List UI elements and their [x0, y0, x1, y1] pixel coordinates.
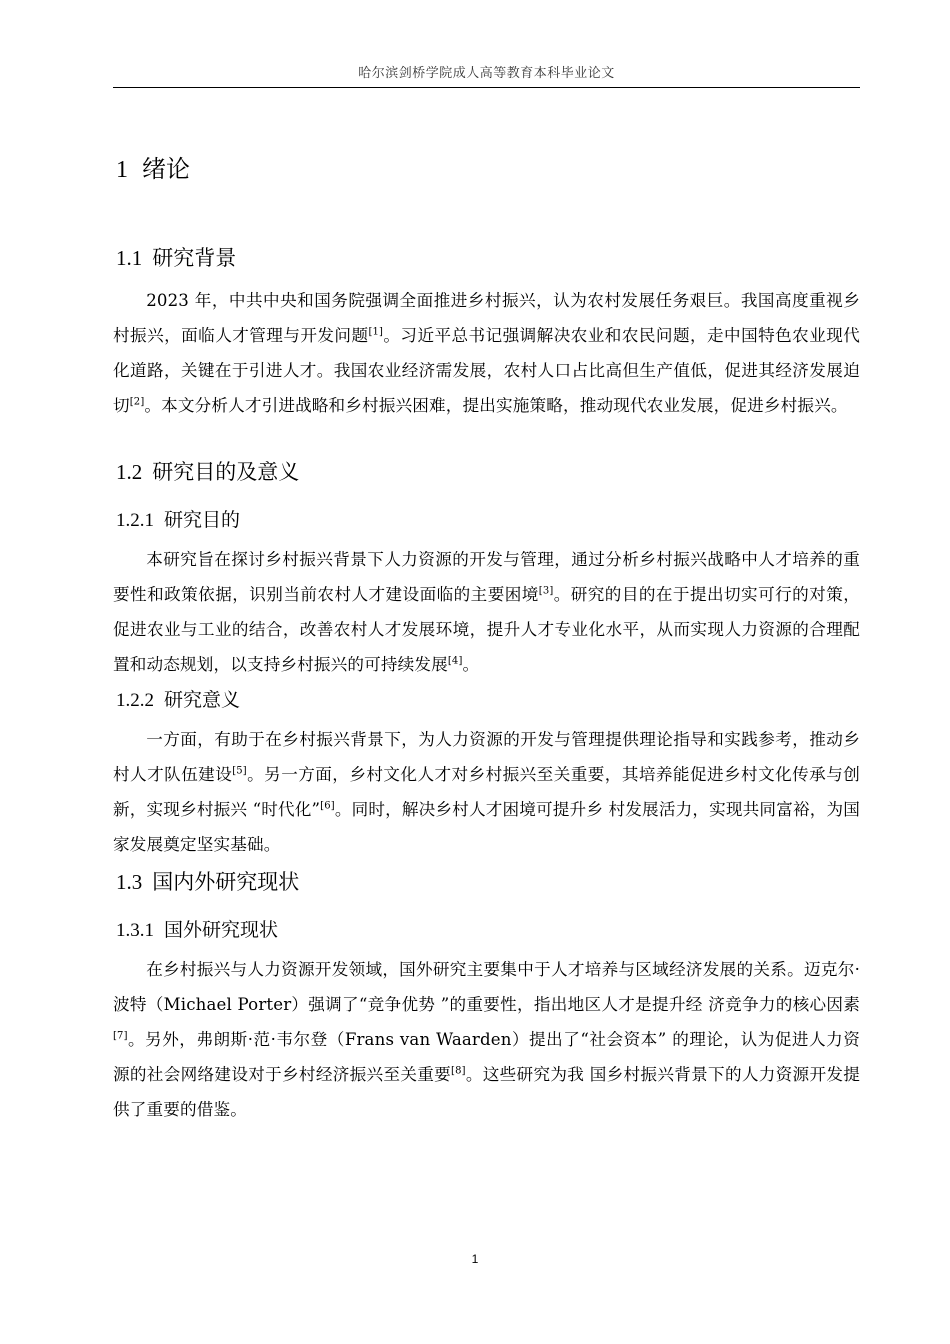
section-1-3-heading	[116, 866, 299, 896]
chapter-number: 1	[116, 157, 128, 183]
section-number: 1.2	[116, 460, 143, 484]
citation: [5]	[232, 765, 247, 777]
citation: [8]	[451, 1065, 466, 1077]
chapter-heading	[116, 149, 190, 184]
citation: [3]	[538, 585, 554, 597]
text-run: 。另一方面，乡村文化人才对乡村振兴至关重要，其培养能促进乡村文化传承与创新，实现乡村振兴 “时代化”	[113, 765, 860, 819]
section-1-1-heading	[116, 242, 236, 272]
citation: [1]	[368, 326, 384, 338]
section-1-1-paragraph	[113, 283, 860, 423]
section-1-2-2-heading	[116, 685, 240, 712]
section-title: 研究意义	[164, 689, 241, 711]
text-run: 。习近平总书记强调解决农业和农民问题，走中国特色农业现代化道路，关键在于引进人才。我国农业经济需发展，农村人口占比高但生产值低，促进其经济发展迫切	[113, 326, 861, 415]
text-run: 一方面，有助于在乡村振兴背景下，为人力资源的开发与管理提供理论指导和实践参考，推动乡村人才队伍建设	[113, 730, 860, 784]
page-header: 哈尔滨剑桥学院成人高等教育本科毕业论文	[358, 66, 615, 81]
section-1-2-2-paragraph	[113, 722, 860, 862]
text-run: 本研究旨在探讨乡村振兴背景下人力资源的开发与管理，通过分析乡村振兴战略中人才培养的重要性和政策依据，识别当前农村人才建设面临的主要困境	[113, 550, 860, 604]
section-number: 1.2.2	[116, 690, 154, 711]
chapter-title: 绪论	[142, 155, 190, 183]
section-title: 国内外研究现状	[152, 870, 300, 894]
section-number: 1.3.1	[116, 920, 154, 941]
section-title: 国外研究现状	[164, 919, 279, 941]
section-1-3-1-heading	[116, 915, 278, 942]
section-number: 1.1	[116, 246, 143, 270]
text-run: 在乡村振兴与人力资源开发领域，国外研究主要集中于人才培养与区域经济发展的关系。迈克尔·波特（Michael Porter）强调了“竞争优势 ”的重要性，指出地区人才是提升经 济竞争力的核心因素	[113, 960, 860, 1014]
text-run: 。	[462, 655, 480, 674]
section-title: 研究背景	[152, 246, 237, 270]
citation: [6]	[320, 800, 335, 812]
text-run: 。本文分析人才引进战略和乡村振兴困难，提出实施策略，推动现代农业发展，促进乡村振兴。	[144, 396, 848, 415]
page-number: 1	[471, 1252, 479, 1266]
text-run: 。这些研究为我 国乡村振兴背景下的人力资源开发提供了重要的借鉴。	[113, 1065, 861, 1119]
text-run: 。研究的目的在于提出切实可行的对策，促进农业与工业的结合，改善农村人才发展环境，提升人才专业化水平，从而实现人力资源的合理配置和动态规划，以支持乡村振兴的可持续发展	[113, 585, 860, 674]
section-1-2-1-heading	[116, 505, 240, 532]
section-1-2-1-paragraph	[113, 542, 860, 682]
text-run: 。同时，解决乡村人才困境可提升乡 村发展活力，实现共同富裕，为国家发展奠定坚实基础。	[113, 800, 860, 854]
text-run: 2023 年，中共中央和国务院强调全面推进乡村振兴，认为农村发展任务艰巨。我国高度重视乡村振兴，面临人才管理与开发问题	[113, 291, 860, 345]
section-title: 研究目的	[164, 509, 241, 531]
section-1-3-1-paragraph	[113, 952, 860, 1127]
header-rule	[113, 87, 860, 88]
section-1-2-heading	[116, 456, 299, 486]
section-number: 1.2.1	[116, 510, 154, 531]
text-run: 。另外，弗朗斯·范·韦尔登（Frans van Waarden）提出了“社会资本” 的理论，认为促进人力资源的社会网络建设对于乡村经济振兴至关重要	[113, 1030, 860, 1084]
section-title: 研究目的及意义	[152, 460, 300, 484]
citation: [7]	[113, 1030, 128, 1042]
citation: [4]	[447, 655, 463, 667]
section-number: 1.3	[116, 870, 143, 894]
citation: [2]	[129, 396, 145, 408]
